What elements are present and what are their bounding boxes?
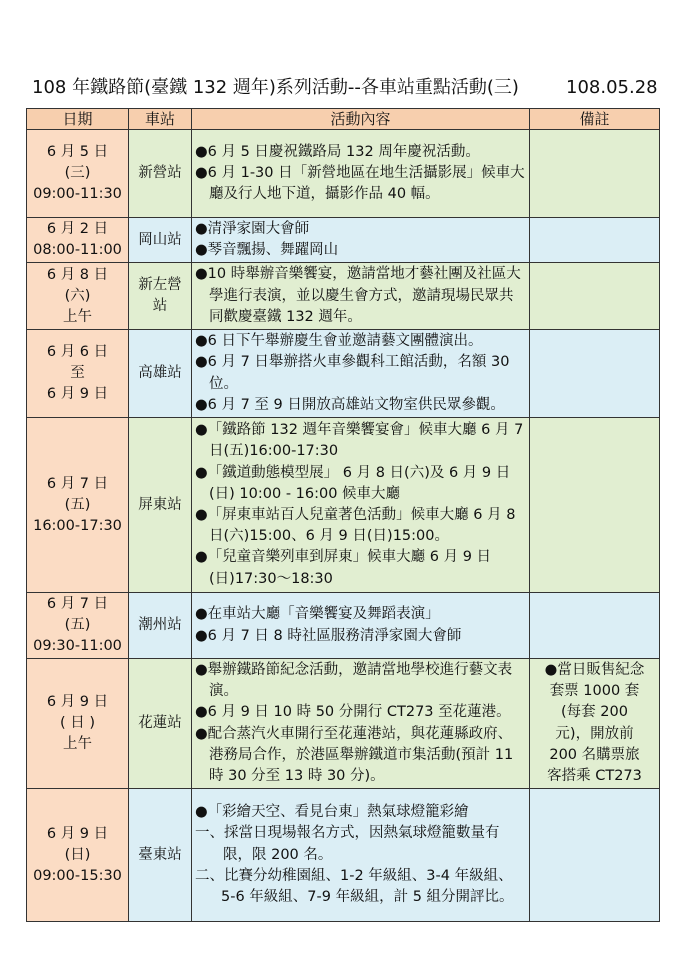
date-line: 上午 (63, 308, 92, 325)
activity-item: ●10 時舉辦音樂饗宴，邀請當地才藝社團及社區大學進行表演，並以慶生會方式，邀請現場民眾共同歡慶臺鐵 132 週年。 (195, 266, 521, 325)
station-cell: 花蓮站 (129, 659, 192, 789)
table-row (27, 130, 660, 218)
date-line: (五) (64, 496, 91, 513)
date-cell (27, 789, 129, 922)
activity-item: 二、比賽分幼稚園組、1-2 年級組、3-4 年級組、5-6 年級組、7-9 年級組，計 5 組分開評比。 (195, 867, 514, 906)
activity-item: ●琴音飄揚、舞躍岡山 (195, 242, 339, 259)
table-row (27, 659, 660, 789)
activity-item: ●「鐵道動態模型展」 6 月 8 日(六)及 6 月 9 日(日) 10:00 - 16:00 候車大廳 (195, 464, 511, 502)
station-cell: 屏東站 (129, 418, 192, 593)
date-cell (27, 593, 129, 659)
date-line: ( 日 ) (59, 715, 96, 732)
date-cell (27, 330, 129, 418)
activity-item: ●6 日下午舉辦慶生會並邀請藝文團體演出。 (195, 333, 483, 350)
column-header-note: 備註 (530, 109, 660, 130)
note-cell (530, 418, 660, 593)
activity-item: ●清淨家園大會師 (195, 221, 310, 237)
note-line: 200 名購票旅 (549, 746, 640, 763)
activity-item: ●「屏東車站百人兒童著色活動」候車大廳 6 月 8 日(六)15:00、6 月 9 日(日)15:00。 (195, 507, 516, 545)
date-line: (三) (64, 165, 91, 181)
table-row (27, 789, 660, 922)
note-line: 元)，開放前 (555, 725, 634, 742)
column-header-activity: 活動內容 (192, 109, 530, 130)
activity-item: ●6 月 7 日 8 時社區服務清淨家園大會師 (195, 627, 462, 644)
date-line: 上午 (63, 736, 92, 753)
note-cell (530, 330, 660, 418)
document-date: 108.05.28 (566, 77, 658, 98)
note-line: (每套 200 (561, 704, 628, 721)
date-line: 08:00-11:00 (33, 242, 122, 259)
activity-item: ●舉辦鐵路節紀念活動，邀請當地學校進行藝文表演。 (195, 662, 513, 700)
column-header-station: 車站 (129, 109, 192, 130)
date-line: (日) (64, 846, 91, 863)
activity-item: ●6 月 1-30 日「新營地區在地生活攝影展」候車大廳及行人地下道，攝影作品 40 幅。 (195, 164, 525, 203)
activity-cell (192, 263, 530, 330)
table-row (27, 593, 660, 659)
date-line: (六) (64, 287, 91, 304)
activity-cell (192, 593, 530, 659)
station-cell: 臺東站 (129, 789, 192, 922)
column-header-date: 日期 (27, 109, 129, 130)
date-line: 至 (70, 365, 85, 382)
station-cell: 新左營站 (129, 263, 192, 330)
table-row (27, 218, 660, 263)
note-cell (530, 130, 660, 218)
note-cell (530, 263, 660, 330)
document-title: 108 年鐵路節(臺鐵 132 週年)系列活動--各車站重點活動(三) (32, 77, 519, 98)
document-header (0, 72, 685, 104)
activity-item: ●「鐵路節 132 週年音樂饗宴會」候車大廳 6 月 7 日(五)16:00-17:30 (195, 422, 524, 460)
note-line: 客搭乘 CT273 (547, 768, 642, 785)
table-row (27, 263, 660, 330)
activity-cell (192, 659, 530, 789)
date-cell (27, 218, 129, 263)
station-cell: 潮州站 (129, 593, 192, 659)
note-line: ●當日販售紀念 (544, 662, 645, 679)
activity-item: ●6 月 9 日 10 時 50 分開行 CT273 至花蓮港。 (195, 704, 511, 721)
date-cell (27, 130, 129, 218)
activity-item: ●在車站大廳「音樂饗宴及舞蹈表演」 (195, 606, 440, 623)
date-line: 6 月 5 日 (46, 144, 109, 160)
station-cell: 新營站 (129, 130, 192, 218)
note-cell (530, 218, 660, 263)
date-line: 09:00-15:30 (33, 867, 122, 884)
note-cell (530, 593, 660, 659)
activity-item: ●「兒童音樂列車到屏東」候車大廳 6 月 9 日(日)17:30～18:30 (195, 549, 492, 587)
schedule-table (26, 108, 660, 922)
date-cell (27, 418, 129, 593)
date-line: 6 月 7 日 (46, 475, 109, 492)
date-line: 6 月 9 日 (46, 825, 109, 842)
date-line: 6 月 9 日 (46, 694, 109, 711)
note-cell (530, 659, 660, 789)
date-line: 6 月 2 日 (46, 221, 109, 238)
activity-cell (192, 789, 530, 922)
activity-cell (192, 330, 530, 418)
date-line: 16:00-17:30 (33, 517, 122, 534)
table-row (27, 418, 660, 593)
note-cell (530, 789, 660, 922)
table-row (27, 330, 660, 418)
date-line: (五) (64, 617, 91, 634)
activity-cell (192, 218, 530, 263)
date-line: 09:00-11:30 (33, 186, 122, 202)
date-line: 6 月 7 日 (46, 596, 109, 613)
station-cell: 高雄站 (129, 330, 192, 418)
date-line: 6 月 6 日 (46, 344, 109, 361)
activity-item: ●6 月 5 日慶祝鐵路局 132 周年慶祝活動。 (195, 143, 480, 160)
activity-cell (192, 130, 530, 218)
activity-item: ●6 月 7 至 9 日開放高雄站文物室供民眾參觀。 (195, 396, 505, 413)
date-line: 6 月 9 日 (46, 386, 109, 403)
activity-item: ●6 月 7 日舉辦搭火車參觀科工館活動，名額 30 位。 (195, 354, 510, 392)
activity-cell (192, 418, 530, 593)
note-line: 套票 1000 套 (549, 683, 640, 700)
activity-item: ●「彩繪天空、看見台東」熱氣球燈籠彩繪 (195, 804, 469, 821)
date-cell (27, 659, 129, 789)
date-line: 09:30-11:00 (33, 638, 122, 655)
date-line: 6 月 8 日 (46, 266, 109, 283)
activity-item: 一、採當日現場報名方式，因熱氣球燈籠數量有限，限 200 名。 (195, 825, 500, 863)
table-header-row (27, 109, 660, 130)
station-cell: 岡山站 (129, 218, 192, 263)
date-cell (27, 263, 129, 330)
activity-item: ●配合蒸汽火車開行至花蓮港站，與花蓮縣政府、港務局合作，於港區舉辦鐵道市集活動(預計 11 時 30 分至 13 時 30 分)。 (195, 725, 514, 785)
